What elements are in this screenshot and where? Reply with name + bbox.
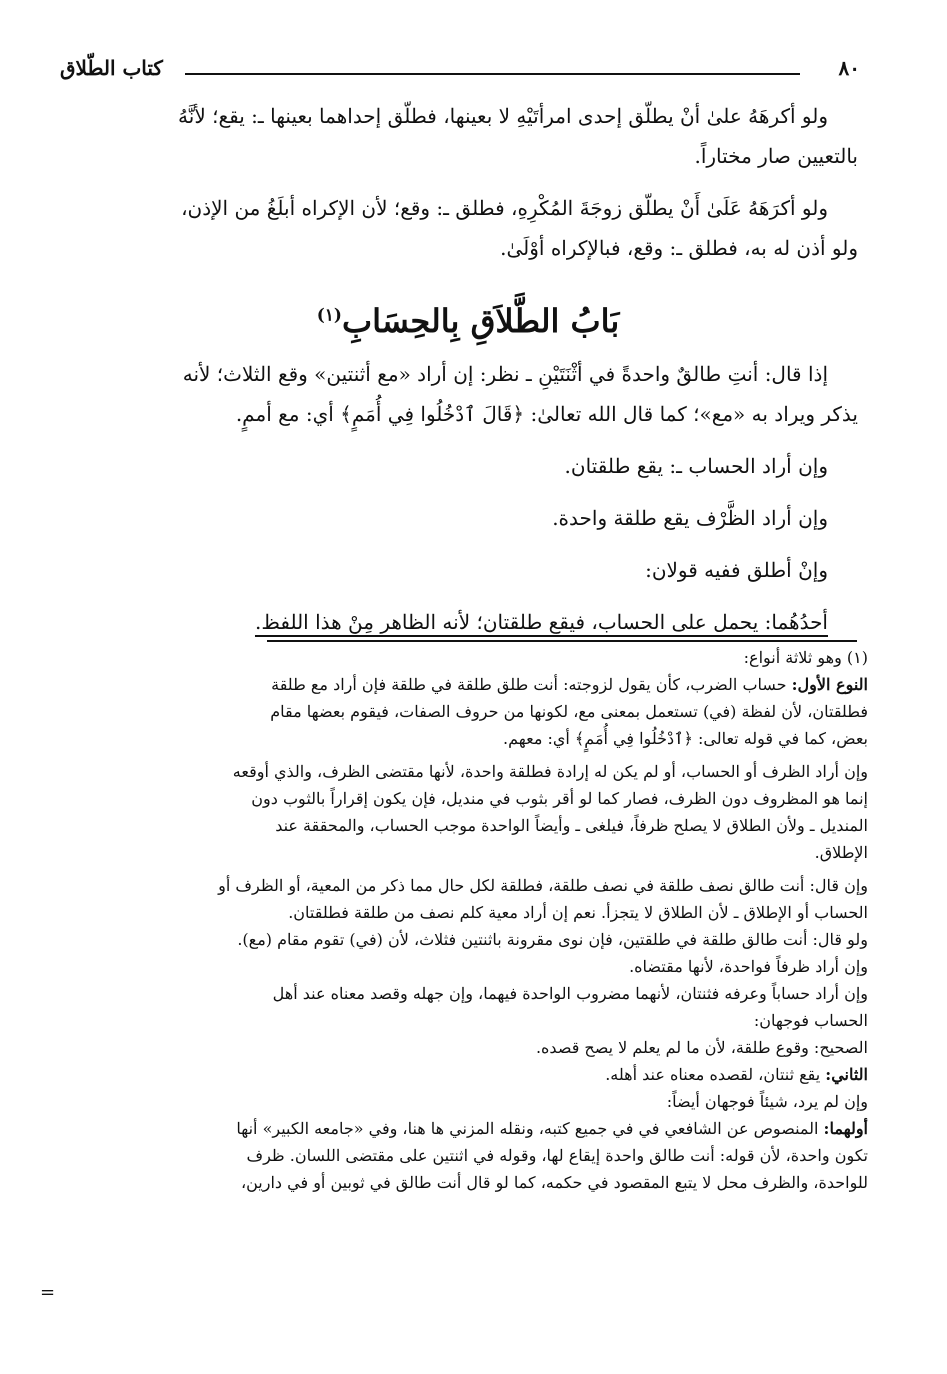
footnote-line: وإن أراد ظرفاً فواحدة، لأنها مقتضاه.	[629, 957, 868, 976]
footnote-text: وقوع طلقة، لأن ما لم يعلم لا يصح قصده.	[535, 1038, 814, 1057]
text-line: ولو أكرهَهُ علىٰ أنْ يطلّق إحدى امرأتَيْهِ لا بعينها، فطلّق إحداهما بعينها ـ: يقع؛ لأنَّهُ	[178, 104, 828, 128]
footnote-label: الصحيح:	[813, 1038, 868, 1057]
text-line	[78, 602, 858, 642]
page-number: ٨٠	[838, 56, 860, 80]
footnote-line: الإطلاق.	[814, 843, 868, 862]
footnote-rule	[267, 640, 857, 642]
underlined-text: أحدُهُما: يحمل على الحساب، فيقع طلقتان؛ لأنه الظاهر مِنْ هذا اللفظ.	[254, 610, 828, 634]
section-title-text: بَابُ الطَّلاَقِ بِالحِسَابِ	[341, 302, 620, 340]
footnote-text: يقع ثنتان، لقصده معناه عند أهله.	[605, 1065, 826, 1084]
footnote-line: وإن أراد حساباً وعرفه فثنتان، لأنهما مضروب الواحدة فيهما، وإن جهله وقصد معناه عند أهل	[272, 984, 868, 1003]
section-title	[78, 302, 858, 340]
footnote-line	[78, 1034, 868, 1061]
footnote-line	[78, 1061, 868, 1088]
footnote-text: المنصوص عن الشافعي في في جميع كتبه، ونقله المزني ها هنا، وفي «جامعه الكبير» أنها	[236, 1119, 824, 1138]
footnote-line: الحساب فوجهان:	[753, 1011, 868, 1030]
text-line: بالتعيين صار مختاراً.	[694, 144, 858, 168]
footnote-line: تكون واحدة، لأن قوله: أنت طالق واحدة إيقاع لها، وقوله في اثنتين على مقتضى اللسان. ظرف	[246, 1146, 868, 1165]
footnote-line: الحساب أو الإطلاق ـ لأن الطلاق لا يتجزأ. نعم إن أراد معية كلم نصف من طلقة فطلقتان.	[288, 903, 868, 922]
footnote-line: ولو قال: أنت طالق طلقة في طلقتين، فإن نوى مقرونة باثنتين فثلاث، لأن (في) تقوم مقام (مع).	[237, 930, 868, 949]
footnotes	[78, 644, 868, 1196]
text-line: يذكر ويراد به «مع»؛ كما قال الله تعالىٰ: ﴿قَالَ ٱدْخُلُوا فِي أُمَمٍ﴾ أي: مع أممٍ.	[235, 402, 858, 426]
text-line: وإن أراد الظَّرْف يقع طلقة واحدة.	[552, 506, 828, 530]
footnote-line	[78, 671, 868, 698]
running-title: كتاب الطّلاق	[60, 56, 163, 80]
footnote-label: النوع الأول:	[791, 675, 868, 694]
footnote-line	[78, 1115, 868, 1142]
text-line: ولو أكرَهَهُ عَلَىٰ أَنْ يطلّق زوجَةَ المُكْرِهِ، فطلق ـ: وقع؛ لأن الإكراه أبلَغُ من الإذن،	[181, 196, 828, 220]
footnote-label: الثاني:	[825, 1065, 868, 1084]
footnote-line: المنديل ـ ولأن الطلاق لا يصلح ظرفاً، فيلغى ـ وأيضاً الواحدة موجب الحساب، والمحققة عند	[275, 816, 868, 835]
footnote-ref: (١)	[316, 305, 342, 326]
footnote-intro: (١) وهو ثلاثة أنواع:	[743, 648, 868, 667]
continuation-mark: =	[40, 1282, 56, 1303]
text-line: وإنْ أطلق ففيه قولان:	[645, 558, 828, 582]
footnote-line: للواحدة، والظرف محل لا يتبع المقصود في حكمه، كما لو قال أنت طالق في ثوبين أو في دارين،	[240, 1173, 868, 1192]
text-line: ولو أذن له به، فطلق ـ: وقع، فبالإكراه أوْلَىٰ.	[500, 236, 858, 260]
header-rule	[185, 73, 800, 75]
main-text	[78, 96, 858, 642]
text-line: وإن أراد الحساب ـ: يقع طلقتان.	[564, 454, 828, 478]
footnote-line: بعض، كما في قوله تعالى: ﴿ٱدْخُلُوا فِي أُمَمٍ﴾ أي: معهم.	[502, 729, 868, 748]
footnote-line: وإن قال: أنت طالق نصف طلقة في نصف طلقة، فطلقة لكل حال مما ذكر من المعية، أو الظرف أو	[218, 876, 868, 895]
page-header	[60, 56, 860, 90]
text-line: إذا قال: أنتِ طالقٌ واحدةً في أثْنَتَيْنِ ـ نظر: إن أراد «مع أثنتين» وقع الثلاث؛ لأنه	[182, 362, 828, 386]
footnote-line: وإن أراد الظرف أو الحساب، أو لم يكن له إرادة فطلقة واحدة، لأنها مقتضى الظرف، والذي أوقعه	[232, 762, 868, 781]
footnote-line: إنما هو المظروف دون الظرف، فصار كما لو أقر بثوب في منديل، فإن يكون إقراراً بالثوب دون	[251, 789, 868, 808]
footnote-label: أولهما:	[823, 1119, 868, 1138]
footnote-text: حساب الضرب، كأن يقول لزوجته: أنت طلق طلقة في طلقة فإن أراد مع طلقة	[271, 675, 792, 694]
footnote-line: فطلقتان، لأن لفظة (في) تستعمل بمعنى مع، لكونها من حروف الصفات، فيقوم بعضها مقام	[270, 702, 868, 721]
footnote-line: وإن لم يرد، شيئاً فوجهان أيضاً:	[666, 1092, 868, 1111]
